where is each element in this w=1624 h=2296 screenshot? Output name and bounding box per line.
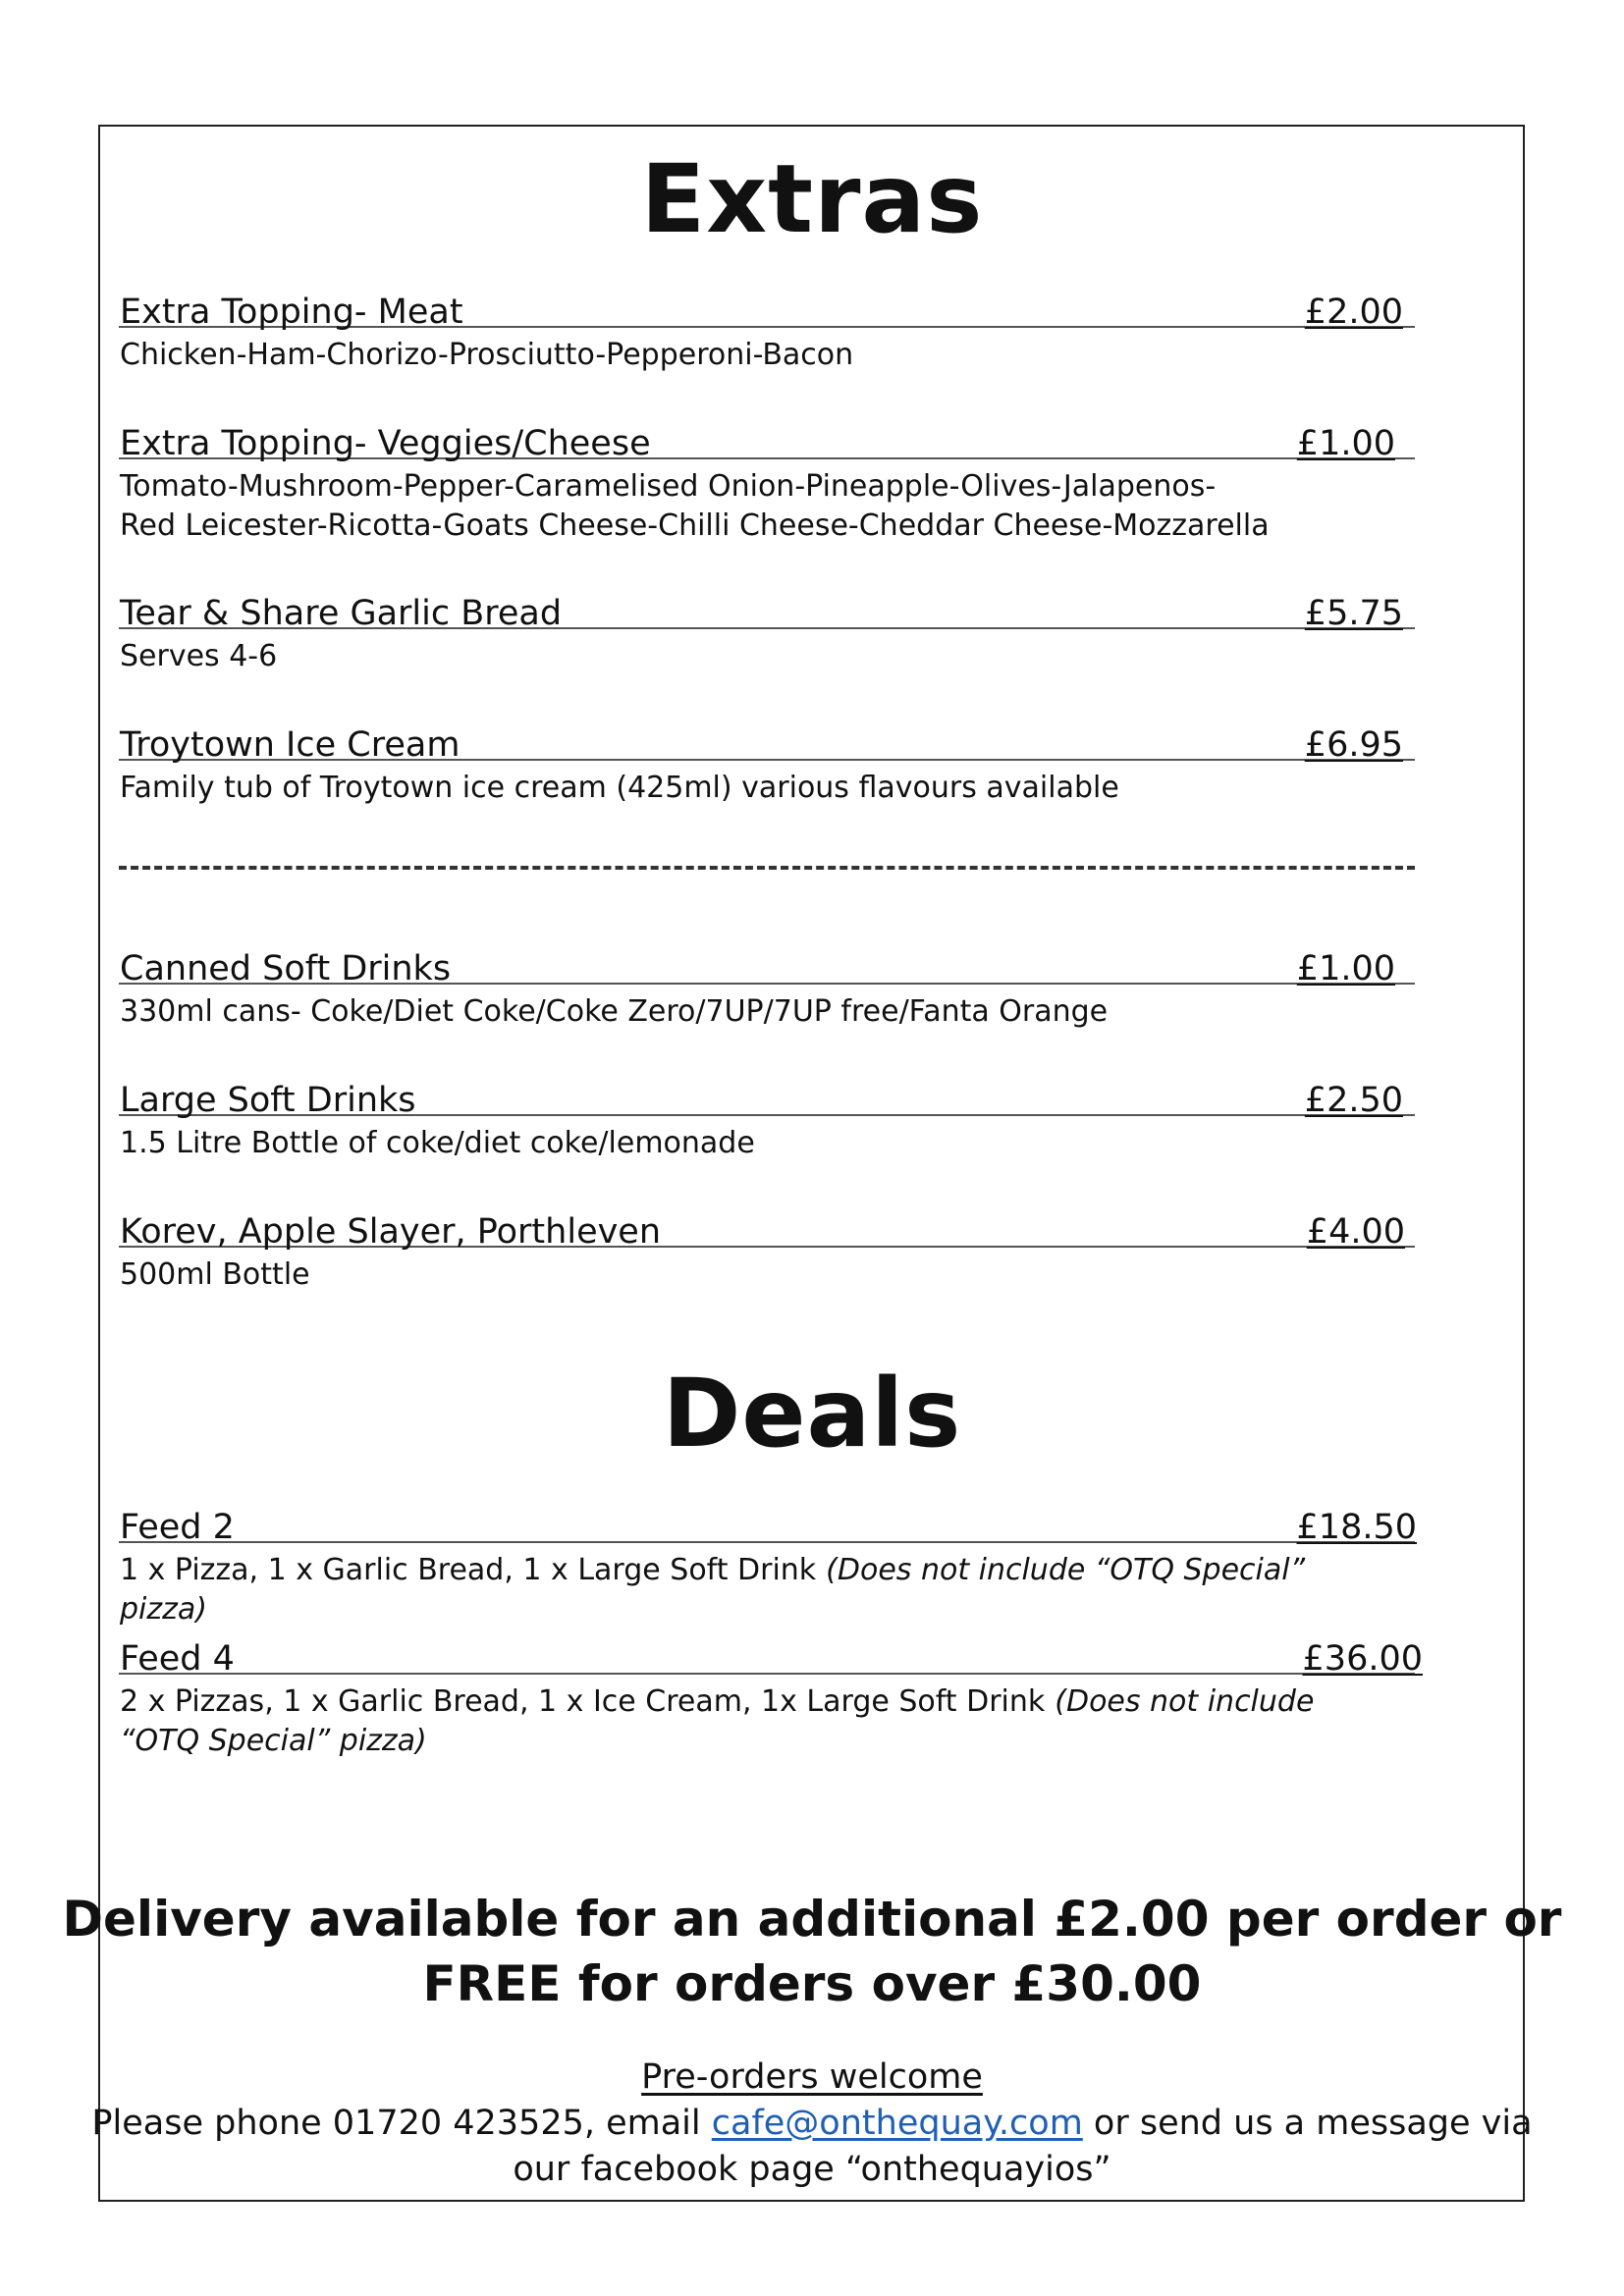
item-description: 500ml Bottle xyxy=(120,1257,310,1292)
item-name: Feed 2 xyxy=(120,1508,235,1547)
item-price: £5.75 xyxy=(1304,594,1403,633)
contact-suffix: or send us a message via xyxy=(1082,2104,1533,2143)
item-name: Extra Topping- Meat xyxy=(120,293,463,332)
item-header xyxy=(119,1631,1423,1679)
menu-item-large-drinks xyxy=(119,1073,1415,1163)
item-header xyxy=(119,416,1415,463)
item-description xyxy=(120,467,1367,546)
deal-contents: 1 x Pizza, 1 x Garlic Bread, 1 x Large Soft Drink xyxy=(120,1553,817,1587)
item-name: Tear & Share Garlic Bread xyxy=(120,594,563,633)
deal-feed-2 xyxy=(119,1500,1415,1629)
contact-prefix: Please phone 01720 423525, email xyxy=(91,2104,712,2143)
item-description: Serves 4-6 xyxy=(120,639,278,673)
menu-item-korev xyxy=(119,1204,1415,1295)
item-header xyxy=(119,718,1415,765)
item-header xyxy=(119,1500,1417,1547)
menu-item-ice-cream xyxy=(119,718,1415,808)
item-price: £4.00 xyxy=(1306,1212,1405,1252)
email-link[interactable]: cafe@onthequay.com xyxy=(711,2104,1083,2143)
item-name: Korev, Apple Slayer, Porthleven xyxy=(120,1212,662,1252)
delivery-line: FREE for orders over £30.00 xyxy=(422,1955,1202,2012)
item-name: Feed 4 xyxy=(120,1639,235,1679)
menu-item-canned-drinks xyxy=(119,941,1415,1032)
item-description: Chicken-Ham-Chorizo-Prosciutto-Pepperoni-Bacon xyxy=(120,338,854,372)
item-header xyxy=(119,941,1415,988)
item-name: Troytown Ice Cream xyxy=(120,725,460,765)
item-description xyxy=(120,1551,1367,1629)
contact-line xyxy=(0,2101,1624,2147)
deal-feed-4 xyxy=(119,1631,1423,1761)
menu-item-extra-topping-veggies xyxy=(119,416,1415,546)
deals-heading: Deals xyxy=(662,1359,962,1468)
deal-note: (Does not include “OTQ Special” pizza) xyxy=(120,1553,1306,1627)
item-description xyxy=(120,1682,1367,1761)
item-price: £1.00 xyxy=(1296,424,1395,463)
item-header xyxy=(119,586,1415,633)
item-name: Large Soft Drinks xyxy=(120,1081,416,1120)
item-price: £1.00 xyxy=(1296,949,1395,988)
item-name: Canned Soft Drinks xyxy=(120,949,452,988)
item-name: Extra Topping- Veggies/Cheese xyxy=(120,424,651,463)
item-price: £6.95 xyxy=(1304,725,1403,765)
menu-item-extra-topping-meat xyxy=(119,285,1415,375)
item-description-line: Red Leicester-Ricotta-Goats Cheese-Chilli Cheese-Cheddar Cheese-Mozzarella xyxy=(120,508,1270,543)
contact-line: our facebook page “onthequayios” xyxy=(513,2150,1111,2189)
item-header xyxy=(119,1073,1415,1120)
extras-heading: Extras xyxy=(640,144,984,254)
item-header xyxy=(119,285,1415,332)
deal-contents: 2 x Pizzas, 1 x Garlic Bread, 1 x Ice Cream, 1x Large Soft Drink xyxy=(120,1684,1046,1719)
deal-note: (Does not include “OTQ Special” pizza) xyxy=(120,1684,1315,1758)
item-header xyxy=(119,1204,1415,1252)
item-description: 330ml cans- Coke/Diet Coke/Coke Zero/7UP/7UP free/Fanta Orange xyxy=(120,994,1109,1029)
section-divider xyxy=(119,866,1415,870)
item-description: 1.5 Litre Bottle of coke/diet coke/lemonade xyxy=(120,1126,755,1160)
contact-info xyxy=(0,2101,1624,2193)
item-description: Family tub of Troytown ice cream (425ml) various flavours available xyxy=(120,771,1119,805)
delivery-notice xyxy=(0,1887,1624,2016)
item-price: £2.50 xyxy=(1304,1081,1403,1120)
menu-item-garlic-bread xyxy=(119,586,1415,676)
item-price: £36.00 xyxy=(1302,1639,1423,1679)
item-description-line: Tomato-Mushroom-Pepper-Caramelised Onion-Pineapple-Olives-Jalapenos- xyxy=(120,469,1217,504)
preorders-heading: Pre-orders welcome xyxy=(641,2057,983,2097)
delivery-line: Delivery available for an additional £2.00 per order or xyxy=(62,1891,1562,1948)
item-price: £18.50 xyxy=(1296,1508,1417,1547)
item-price: £2.00 xyxy=(1304,293,1403,332)
